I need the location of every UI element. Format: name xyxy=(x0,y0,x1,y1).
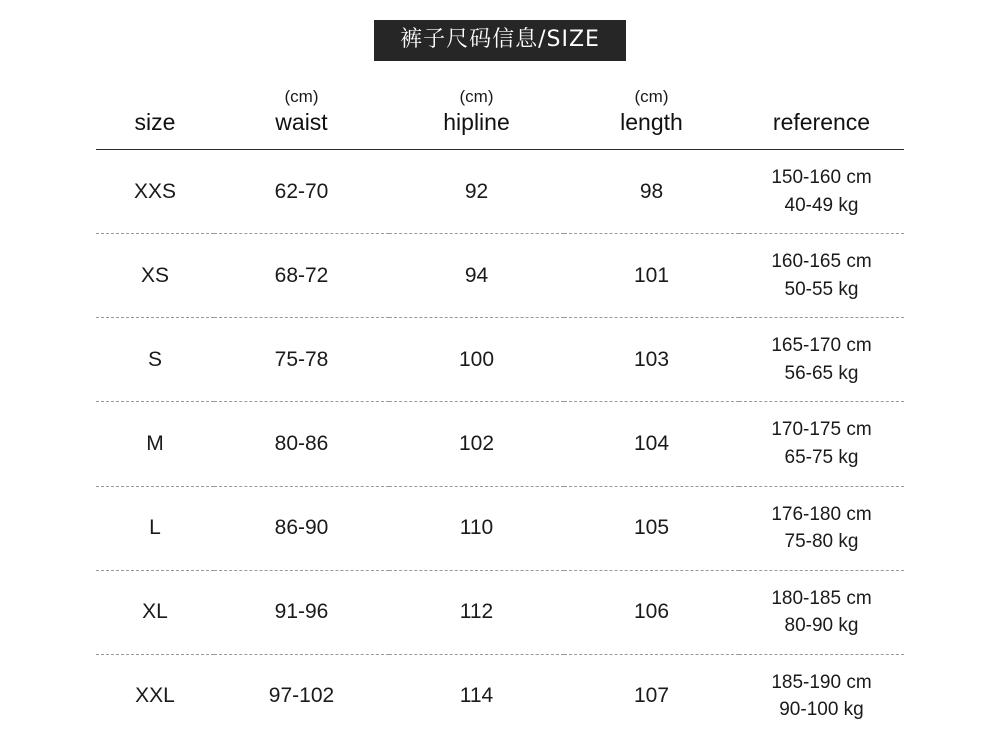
reference-height: 160-165 cm xyxy=(771,251,872,273)
cell-hipline: 100 xyxy=(389,318,564,402)
size-table-area xyxy=(96,87,904,738)
title-banner-wrapper xyxy=(0,0,1000,61)
table-header xyxy=(96,87,904,149)
table-row xyxy=(96,318,904,402)
reference-height: 180-185 cm xyxy=(771,587,872,609)
cell-waist: 62-70 xyxy=(214,150,389,234)
reference-weight: 56-65 kg xyxy=(784,362,859,384)
table-row xyxy=(96,486,904,570)
reference-height: 170-175 cm xyxy=(771,419,872,441)
column-unit-waist: (cm) xyxy=(284,87,319,107)
cell-waist: 80-86 xyxy=(214,402,389,486)
cell-length: 103 xyxy=(564,318,739,402)
cell-waist: 97-102 xyxy=(268,684,335,708)
reference-height: 150-160 cm xyxy=(771,167,872,189)
column-header-hipline xyxy=(389,87,564,149)
column-header-reference xyxy=(739,87,904,149)
cell-reference xyxy=(739,234,904,318)
reference-weight: 80-90 kg xyxy=(784,615,859,637)
reference-height: 176-180 cm xyxy=(771,503,872,525)
cell-size: M xyxy=(96,402,214,486)
cell-waist: 91-96 xyxy=(214,570,389,654)
table-row xyxy=(96,570,904,654)
table-row xyxy=(96,234,904,318)
table-body xyxy=(96,150,904,738)
cell-size: XXS xyxy=(96,150,214,234)
table-row xyxy=(96,402,904,486)
cell-waist: 68-72 xyxy=(214,234,389,318)
reference-weight: 40-49 kg xyxy=(784,194,859,216)
cell-hipline: 102 xyxy=(389,402,564,486)
page-title: 裤子尺码信息/SIZE xyxy=(374,20,626,61)
cell-length: 107 xyxy=(633,684,670,708)
reference-weight: 65-75 kg xyxy=(784,447,859,468)
column-unit-hipline: (cm) xyxy=(459,87,494,107)
cell-length: 105 xyxy=(564,486,739,570)
cell-size: XL xyxy=(96,570,214,654)
cell-reference xyxy=(739,654,904,738)
table-header-row xyxy=(96,87,904,149)
column-name-size: size xyxy=(134,108,176,135)
cell-length: 104 xyxy=(564,402,739,486)
column-name-length: length xyxy=(620,108,683,135)
column-header-size xyxy=(96,87,214,149)
cell-size: XS xyxy=(96,234,214,318)
cell-hipline: 110 xyxy=(389,486,564,570)
cell-hipline: 92 xyxy=(389,150,564,234)
cell-hipline: 94 xyxy=(389,234,564,318)
column-unit-length: (cm) xyxy=(634,87,669,107)
table-row xyxy=(96,654,904,738)
cell-waist: 86-90 xyxy=(214,486,389,570)
cell-length: 101 xyxy=(564,234,739,318)
cell-hipline: 114 xyxy=(459,684,494,708)
cell-length: 98 xyxy=(564,150,739,234)
cell-reference xyxy=(739,318,904,402)
cell-size: S xyxy=(96,318,214,402)
cell-reference xyxy=(739,402,904,486)
reference-weight: 75-80 kg xyxy=(784,531,859,553)
cell-length: 106 xyxy=(564,570,739,654)
column-name-waist: waist xyxy=(275,108,328,135)
column-header-length xyxy=(564,87,739,149)
column-name-hipline: hipline xyxy=(443,108,510,135)
cell-size: L xyxy=(96,486,214,570)
column-header-waist xyxy=(214,87,389,149)
cell-reference xyxy=(739,486,904,570)
reference-weight: 90-100 kg xyxy=(779,699,864,721)
reference-weight: 50-55 kg xyxy=(784,278,859,300)
cell-waist: 75-78 xyxy=(214,318,389,402)
size-table xyxy=(96,87,904,738)
cell-reference xyxy=(739,150,904,234)
column-name-reference: reference xyxy=(772,108,871,135)
cell-hipline: 112 xyxy=(389,570,564,654)
reference-height: 165-170 cm xyxy=(771,335,872,357)
cell-reference xyxy=(739,570,904,654)
table-row xyxy=(96,150,904,234)
cell-size: XXL xyxy=(135,684,175,708)
reference-height: 185-190 cm xyxy=(771,671,872,693)
